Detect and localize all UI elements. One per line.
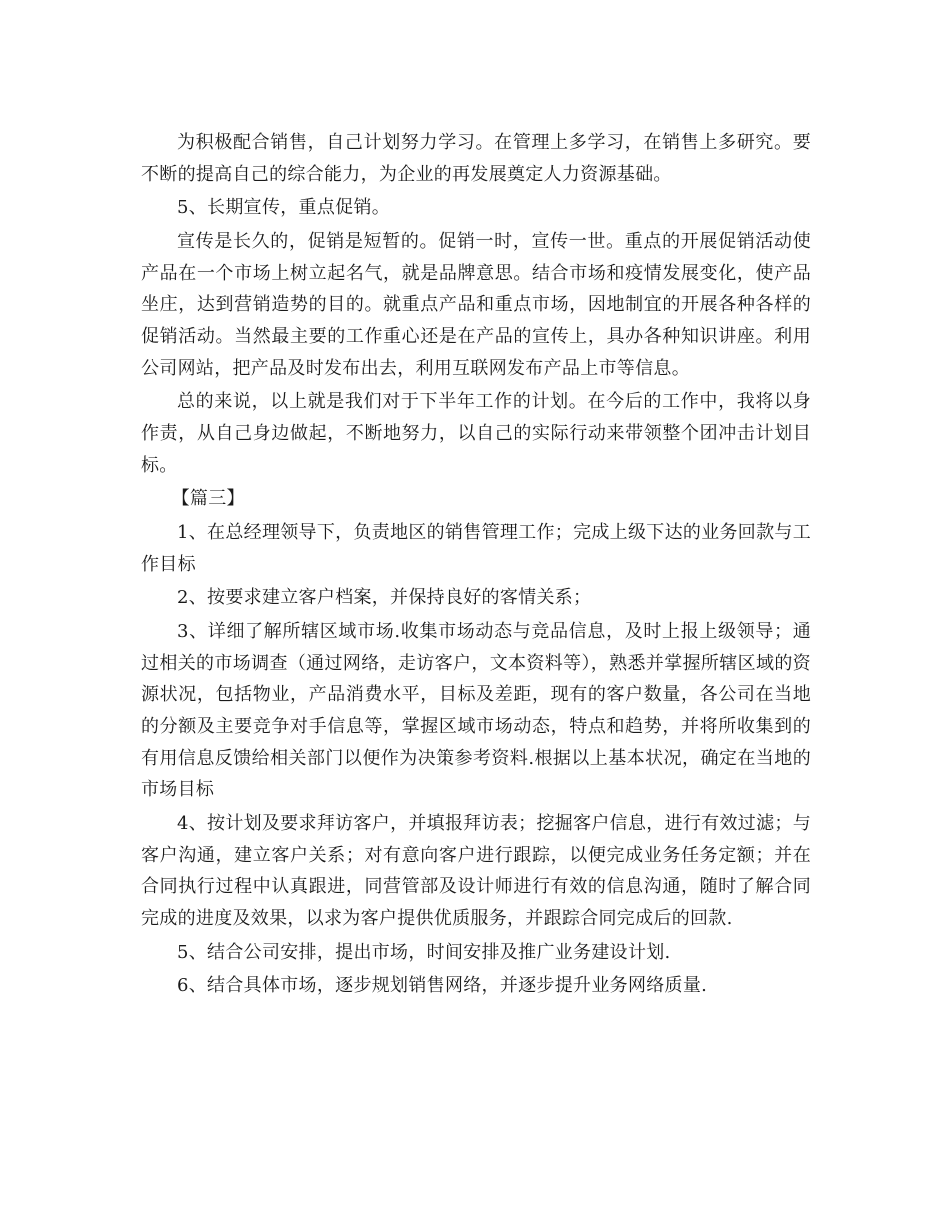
list-item-2: 2、按要求建立客户档案，并保持良好的客情关系； <box>177 587 592 609</box>
list-item-4: 4、按计划及要求拜访客户，并填报拜访表；挖掘客户信息，进行有效过滤；与客户沟通，建立客户关系；对有意向客户进行跟踪，以便完成业务任务定额；并在合同执行过程中认真跟进，同营管部及设计师进行有效的信息沟通，随时了解合同完成的进度及效果，以求为客户提供优质服务，并跟踪合同完成后的回款. <box>141 812 811 929</box>
section-heading-part-three: 【篇三】 <box>171 488 245 510</box>
document-body <box>141 127 811 1004</box>
paragraph-promotion: 宣传是长久的，促销是短暂的。促销一时，宣传一世。重点的开展促销活动使产品在一个市场上树立起名气，就是品牌意思。结合市场和疫情发展变化，使产品坐庄，达到营销造势的目的。就重点产品和重点市场，因地制宜的开展各种各样的促销活动。当然最主要的工作重心还是在产品的宣传上，具办各种知识讲座。利用公司网站，把产品及时发布出去，利用互联网发布产品上市等信息。 <box>141 231 811 379</box>
paragraph-item-5-heading: 5、长期宣传，重点促销。 <box>177 197 391 219</box>
paragraph-study-plan: 为积极配合销售，自己计划努力学习。在管理上多学习，在销售上多研究。要不断的提高自己的综合能力，为企业的再发展奠定人力资源基础。 <box>141 132 811 185</box>
list-item-1: 1、在总经理领导下，负责地区的销售管理工作；完成上级下达的业务回款与工作目标 <box>141 522 811 575</box>
list-item-5: 5、结合公司安排，提出市场，时间安排及推广业务建设计划. <box>177 941 671 963</box>
list-item-3: 3、详细了解所辖区域市场.收集市场动态与竞品信息，及时上报上级领导；通过相关的市场调查（通过网络，走访客户，文本资料等），熟悉并掌握所辖区域的资源状况，包括物业，产品消费水平，目标及差距，现有的客户数量，各公司在当地的分额及主要竞争对手信息等，掌握区域市场动态，特点和趋势，并将所收集到的有用信息反馈给相关部门以便作为决策参考资料.根据以上基本状况，确定在当地的市场目标 <box>141 621 811 801</box>
list-item-6: 6、结合具体市场，逐步规划销售网络，并逐步提升业务网络质量. <box>177 975 708 997</box>
paragraph-summary: 总的来说，以上就是我们对于下半年工作的计划。在今后的工作中，我将以身作责，从自己身边做起，不断地努力，以自己的实际行动来带领整个团冲击计划目标。 <box>141 391 811 476</box>
